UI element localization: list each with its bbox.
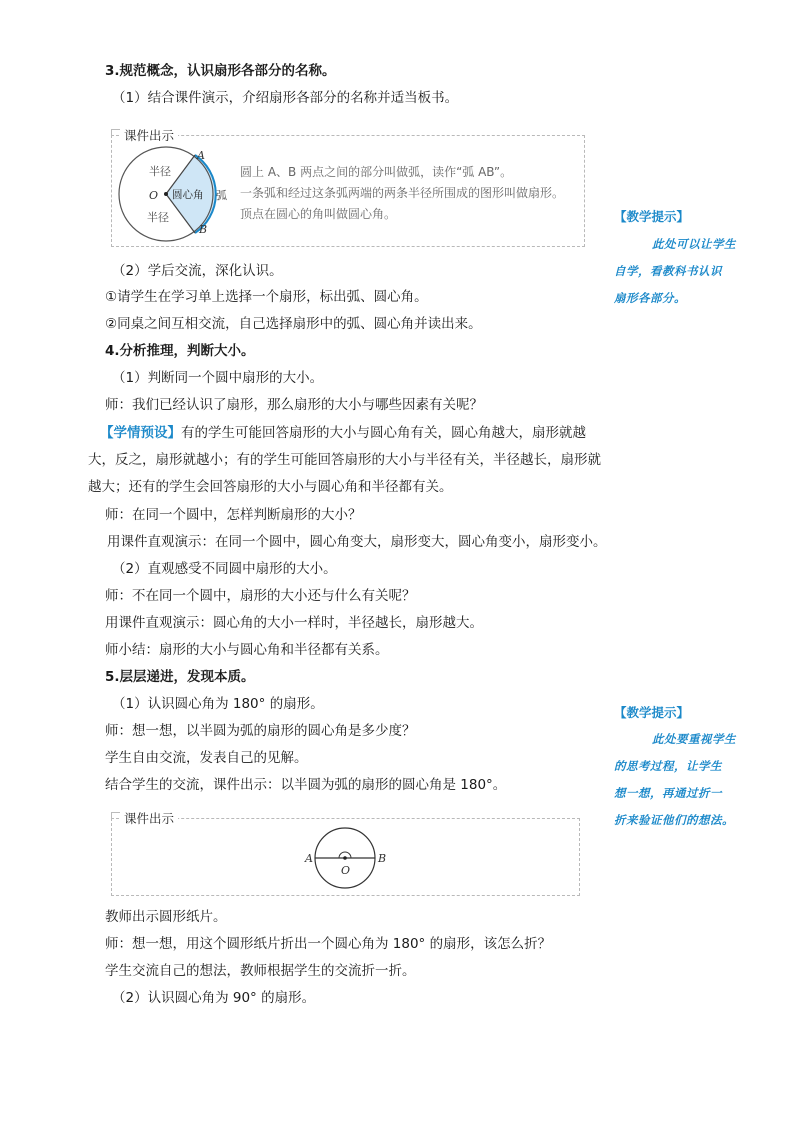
teaching-tip-2-line-2: 的思考过程，让学生: [614, 759, 722, 773]
teaching-tip-1-line-2: 自学，看教科书认识: [614, 264, 722, 278]
label-a: A: [197, 149, 205, 162]
label-b-2: B: [378, 852, 387, 865]
section5-heading: 5.层层递进，发现本质。: [105, 669, 255, 685]
center-point-2: [343, 856, 347, 860]
section4-question3: 师：不在同一个圆中，扇形的大小还与什么有关呢？: [105, 588, 416, 604]
courseware-label-1: 课件出示: [120, 129, 178, 143]
preset-line-3: 越大；还有的学生会回答扇形的大小与圆心角和半径都有关。: [88, 479, 453, 495]
preset-line-2: 大，反之，扇形就越小；有的学生可能回答扇形的大小与半径有关，半径越长，扇形就: [88, 452, 601, 468]
section5-question1: 师：想一想，以半圆为弧的扇形的圆心角是多少度？: [105, 723, 416, 739]
preset-tag: 【学情预设】: [100, 425, 181, 441]
center-angle-label: 圆心角: [172, 189, 204, 201]
teaching-tip-title-1: 【教学提示】: [614, 209, 690, 224]
section3-heading: 3.规范概念，认识扇形各部分的名称。: [105, 63, 336, 79]
definition-center-angle: 顶点在圆心的角叫做圆心角。: [240, 207, 397, 221]
preset-text-1: 有的学生可能回答扇形的大小与圆心角有关，圆心角越大，扇形就越: [181, 425, 586, 441]
definition-sector: 一条弧和经过这条弧两端的两条半径所围成的图形叫做扇形。: [240, 186, 565, 200]
section3-item2: ②同桌之间互相交流，自己选择扇形中的弧、圆心角并读出来。: [105, 316, 482, 332]
section3-item1: ①请学生在学习单上选择一个扇形，标出弧、圆心角。: [105, 289, 428, 305]
definition-arc: 圆上 A、B 两点之间的部分叫做弧，读作“弧 AB”。: [240, 165, 513, 179]
sector-figure: [113, 145, 228, 245]
courseware-label-2: 课件出示: [120, 812, 178, 826]
teaching-tip-2-line-1: 此处要重视学生: [652, 732, 736, 746]
section5-line2: 结合学生的交流，课件出示：以半圆为弧的扇形的圆心角是 180°。: [105, 777, 507, 793]
label-o-2: O: [341, 864, 351, 877]
section5-line4: 学生交流自己的想法，教师根据学生的交流折一折。: [105, 963, 416, 979]
section3-sub1: （1）结合课件演示，介绍扇形各部分的名称并适当板书。: [112, 90, 459, 106]
label-a-2: A: [305, 852, 313, 865]
teaching-tip-title-2: 【教学提示】: [614, 705, 690, 720]
arc-label: 弧: [216, 189, 227, 202]
section5-line1: 学生自由交流，发表自己的见解。: [105, 750, 308, 766]
teaching-tip-1-line-3: 扇形各部分。: [614, 291, 686, 305]
teaching-tip-1-line-1: 此处可以让学生: [652, 237, 736, 251]
label-o: O: [149, 189, 159, 202]
section4-question1: 师：我们已经认识了扇形，那么扇形的大小与哪些因素有关呢？: [105, 397, 483, 413]
section3-sub2: （2）学后交流，深化认识。: [112, 263, 283, 279]
preset-line-1: [100, 424, 586, 442]
center-point: [164, 192, 168, 196]
section5-line3: 教师出示圆形纸片。: [105, 909, 227, 925]
teaching-tip-2-line-3: 想一想，再通过折一: [614, 786, 722, 800]
radius-bottom-label: 半径: [147, 211, 169, 224]
section4-demo2: 用课件直观演示：圆心角的大小一样时，半径越长，扇形越大。: [105, 615, 483, 631]
section4-heading: 4.分析推理，判断大小。: [105, 343, 255, 359]
semicircle-figure: [300, 825, 390, 891]
section4-demo1: 用课件直观演示：在同一个圆中，圆心角变大，扇形变大，圆心角变小，扇形变小。: [107, 534, 607, 550]
section5-sub1: （1）认识圆心角为 180° 的扇形。: [112, 696, 324, 712]
section4-sub1: （1）判断同一个圆中扇形的大小。: [112, 370, 324, 386]
section5-question2: 师：想一想，用这个圆形纸片折出一个圆心角为 180° 的扇形，该怎么折？: [105, 936, 552, 952]
radius-top-label: 半径: [149, 165, 171, 178]
teaching-tip-2-line-4: 折来验证他们的想法。: [614, 813, 734, 827]
section4-sub2: （2）直观感受不同圆中扇形的大小。: [112, 561, 337, 577]
section4-summary: 师小结：扇形的大小与圆心角和半径都有关系。: [105, 642, 389, 658]
section4-question2: 师：在同一个圆中，怎样判断扇形的大小？: [105, 507, 362, 523]
label-b: B: [199, 223, 208, 236]
section5-sub2: （2）认识圆心角为 90° 的扇形。: [112, 990, 316, 1006]
